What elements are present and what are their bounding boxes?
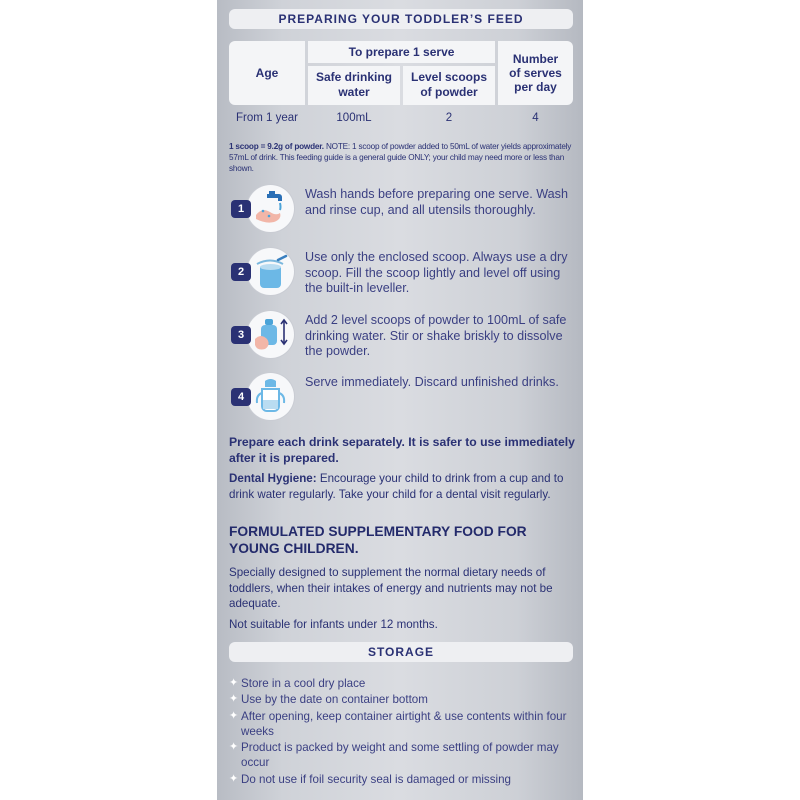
bullet-star-icon: ✦ xyxy=(229,709,239,722)
scoops-header xyxy=(403,66,495,105)
storage-banner: STORAGE xyxy=(229,642,573,662)
dental-hygiene xyxy=(229,471,575,502)
scoop-note-text: NOTE: 1 scoop of powder added to 50mL of water yields approximately 57mL of drink. This feeding guide is a general guide ONLY; your child may need more or less than shown. xyxy=(229,142,572,173)
sippy-cup-icon xyxy=(247,373,294,420)
scoops-header-line-1: Level scoops xyxy=(410,70,488,84)
step-number-badge: 3 xyxy=(231,326,251,344)
step-3 xyxy=(231,311,571,361)
step-text: Wash hands before preparing one serve. Wash and rinse cup, and all utensils thoroughly. xyxy=(305,187,568,217)
step-number-badge: 1 xyxy=(231,200,251,218)
storage-item-text: Use by the date on container bottom xyxy=(241,693,428,707)
age-header: Age xyxy=(229,41,305,105)
preparation-warning: Prepare each drink separately. It is safer to use immediately after it is prepared. xyxy=(229,435,575,465)
scoops-value: 2 xyxy=(445,112,453,124)
scoops-header-line-2: of powder xyxy=(420,85,478,99)
bullet-star-icon: ✦ xyxy=(229,772,239,785)
water-header-line-2: water xyxy=(338,85,370,99)
step-4 xyxy=(231,373,571,423)
serves-header-line-3: per day xyxy=(514,80,557,94)
storage-item-text: After opening, keep container airtight & use contents within four weeks xyxy=(241,709,567,738)
step-number-badge: 4 xyxy=(231,388,251,406)
step-number-badge: 2 xyxy=(231,263,251,281)
bullet-star-icon: ✦ xyxy=(229,741,239,754)
storage-item-text: Do not use if foil security seal is damaged or missing xyxy=(241,772,511,786)
storage-item-text: Store in a cool dry place xyxy=(241,677,366,690)
step-2 xyxy=(231,248,571,298)
step-text: Use only the enclosed scoop. Always use a dry scoop. Fill the scoop lightly and level off using the built-in leveller. xyxy=(305,250,568,295)
water-value: 100mL xyxy=(336,112,372,124)
specially-designed-text: Specially designed to supplement the normal dietary needs of toddlers, when their intakes of energy and nutrients may not be adequate. xyxy=(229,566,553,611)
prepare-header: To prepare 1 serve xyxy=(308,41,495,63)
hand-washing-icon xyxy=(247,185,294,232)
serves-header-line-2: of serves xyxy=(509,66,562,80)
shake-cup-icon xyxy=(247,311,294,358)
storage-list xyxy=(229,676,575,788)
feed-guide-banner: PREPARING YOUR TODDLER’S FEED xyxy=(229,9,573,29)
serves-header-line-1: Number xyxy=(512,52,559,66)
list-item xyxy=(229,676,575,691)
scoop-icon xyxy=(247,248,294,295)
list-item xyxy=(229,772,575,787)
list-item xyxy=(229,740,575,770)
not-suitable-text: Not suitable for infants under 12 months. xyxy=(229,618,438,631)
dental-hygiene-label: Dental Hygiene: xyxy=(229,472,317,485)
scoop-note xyxy=(229,141,575,174)
list-item xyxy=(229,709,575,739)
product-label-panel xyxy=(217,0,583,800)
list-item xyxy=(229,692,575,707)
step-1 xyxy=(231,185,571,235)
step-text: Serve immediately. Discard unfinished drinks. xyxy=(305,375,559,389)
step-text: Add 2 level scoops of powder to 100mL of safe drinking water. Stir or shake briskly to dissolve the powder. xyxy=(305,313,567,358)
water-header-line-1: Safe drinking xyxy=(315,70,392,84)
bullet-star-icon: ✦ xyxy=(229,693,239,706)
serves-value: 4 xyxy=(532,112,539,124)
serves-header xyxy=(498,41,573,105)
water-header xyxy=(308,66,400,105)
dental-hygiene-text: Encourage your child to drink from a cup and to drink water regularly. Take your child for a dental visit regularly. xyxy=(229,472,564,501)
age-value: From 1 year xyxy=(236,112,298,124)
bullet-star-icon: ✦ xyxy=(229,677,239,689)
scoop-note-bold: 1 scoop = 9.2g of powder. xyxy=(229,142,324,151)
product-classification-heading: FORMULATED SUPPLEMENTARY FOOD FOR YOUNG CHILDREN. xyxy=(229,524,527,556)
storage-item-text: Product is packed by weight and some settling of powder may occur xyxy=(241,741,559,770)
